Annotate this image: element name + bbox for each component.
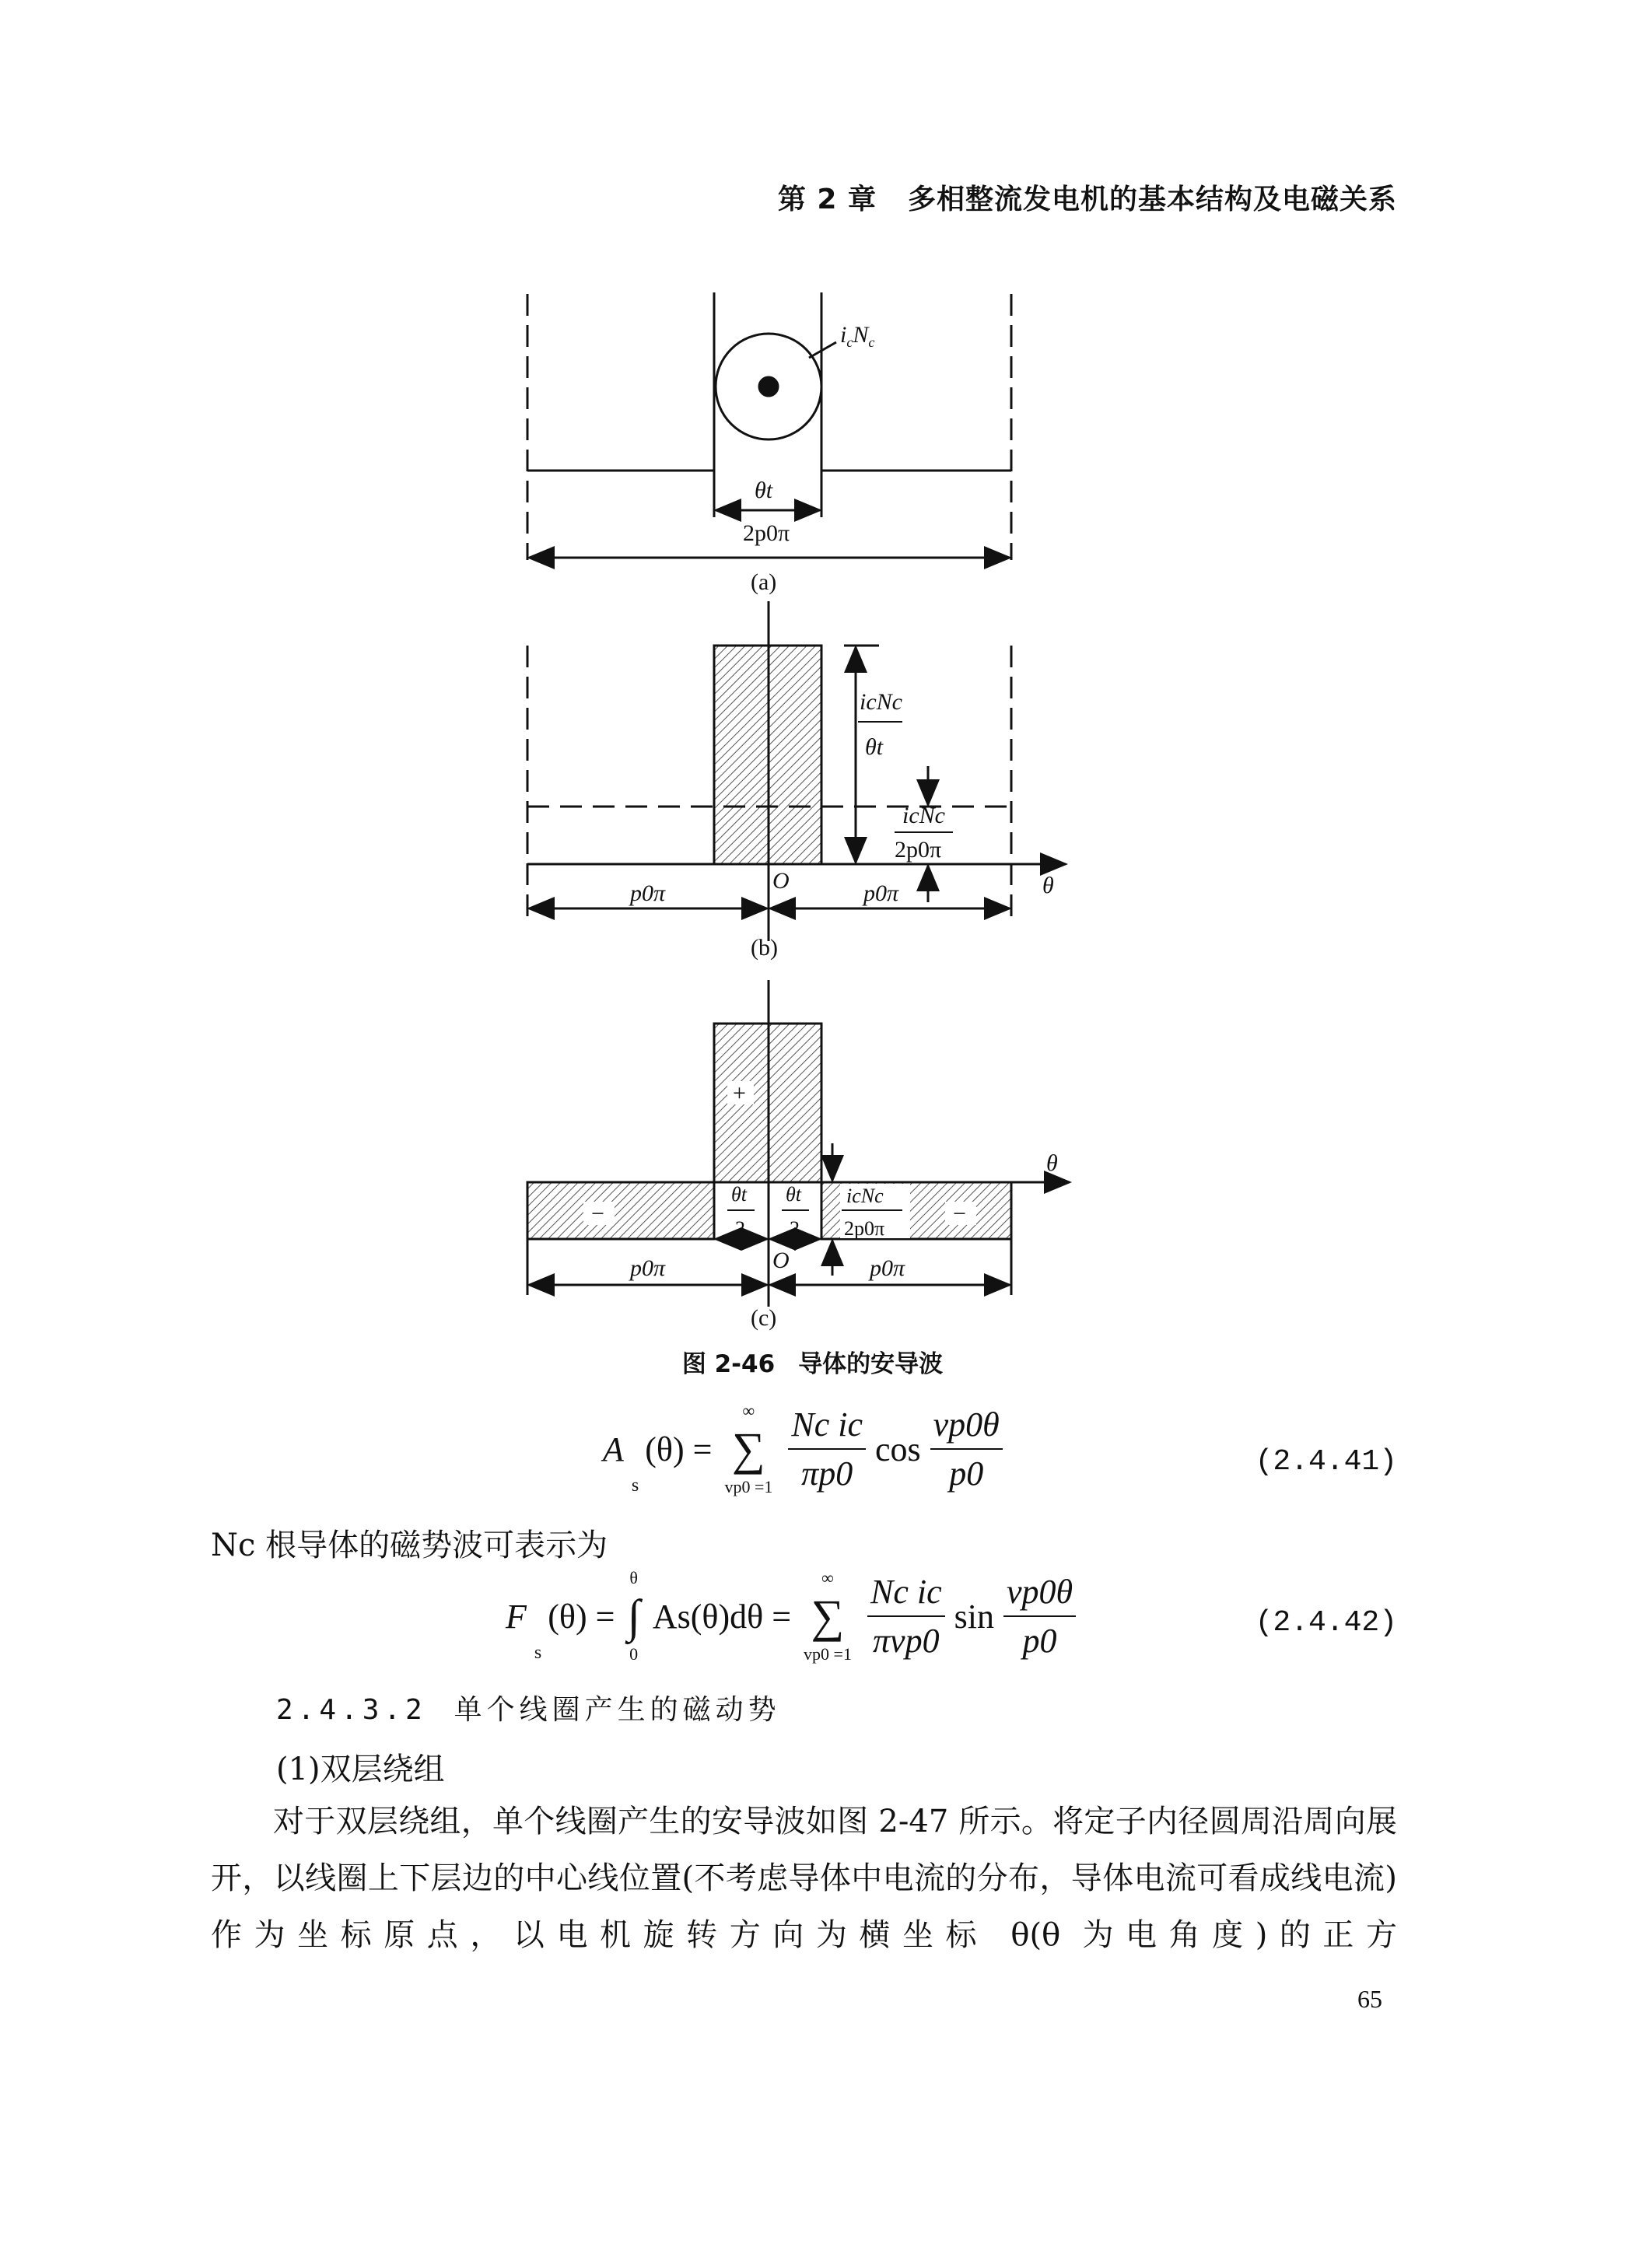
- caption-text: 导体的安导波: [798, 1350, 944, 1378]
- diagram-b: [527, 601, 1066, 941]
- current-dot: [759, 377, 778, 396]
- eq1-den: πp0: [801, 1454, 853, 1493]
- section-number: 2.4.3.2: [276, 1694, 427, 1726]
- eq2-lhs-sub: s: [534, 1643, 542, 1664]
- body-paragraph: 对于双层绕组，单个线圈产生的安导波如图 2-47 所示。将定子内径圆周沿周向展开，以线圈上下层边的中心线位置(不考虑导体中电流的分布，导体电流可看成线电流)作为坐标原点，以电机旋转方向为横坐标 θ(θ 为电角度)的正方: [211, 1804, 1397, 1953]
- level-denominator: 2p0π: [895, 837, 942, 863]
- half-theta-den-right: 2: [790, 1217, 800, 1240]
- eq1-num: Nc ic: [788, 1402, 866, 1450]
- equation-number-1: (2.4.41): [1255, 1445, 1397, 1479]
- eq2-integrand: As(θ)dθ =: [652, 1597, 792, 1636]
- right-span-label: p0π: [863, 880, 899, 906]
- minus-sign-right: −: [953, 1201, 966, 1227]
- left-span-label-c: p0π: [630, 1255, 666, 1281]
- eq1-den2: p0: [949, 1454, 984, 1493]
- plus-sign: +: [733, 1080, 746, 1106]
- half-theta-num-right: θt: [786, 1183, 801, 1206]
- height-denominator: θt: [865, 734, 884, 760]
- equation-number-2: (2.4.42): [1255, 1606, 1397, 1640]
- subfigure-label-c: (c): [751, 1305, 777, 1331]
- coil-label: $i_cN_c$: [840, 322, 875, 350]
- axis-label-c: θ: [1046, 1150, 1058, 1176]
- eq1-lhs-sub: s: [631, 1475, 639, 1496]
- left-span-label: p0π: [630, 880, 666, 906]
- half-theta-den-left: 2: [735, 1217, 745, 1240]
- level-numerator: icNc: [902, 803, 945, 828]
- eq2-den2: p0: [1022, 1622, 1057, 1661]
- eq1-fn: cos: [875, 1430, 921, 1468]
- section-title: 单个线圈产生的磁动势: [454, 1694, 781, 1726]
- eq2-sum-top: ∞: [821, 1568, 834, 1587]
- minus-sign-left: −: [591, 1201, 604, 1227]
- origin-label: O: [772, 868, 790, 894]
- height-numerator: icNc: [860, 689, 902, 715]
- section-heading: [276, 1688, 781, 1727]
- equation-2-4-41: [603, 1400, 1006, 1498]
- half-theta-num-left: θt: [731, 1183, 747, 1206]
- eq2-num2: vp0θ: [1003, 1570, 1076, 1617]
- origin-label-c: O: [772, 1248, 790, 1273]
- eq1-arg: (θ) =: [645, 1430, 713, 1468]
- eq2-num: Nc ic: [867, 1570, 945, 1617]
- eq1-sum-top: ∞: [742, 1401, 755, 1420]
- eq2-den: πvp0: [873, 1622, 940, 1661]
- right-span-label-c: p0π: [870, 1255, 905, 1281]
- eq1-num2: vp0θ: [930, 1402, 1003, 1450]
- level-denominator-c: 2p0π: [844, 1217, 885, 1240]
- eq2-fn: sin: [954, 1597, 994, 1636]
- chapter-title: 多相整流发电机的基本结构及电磁关系: [907, 184, 1397, 215]
- diagram-c: [527, 980, 1070, 1307]
- eq2-arg: (θ) =: [548, 1597, 615, 1636]
- intro-line: Nc 根导体的磁势波可表示为: [211, 1528, 608, 1563]
- level-numerator-c: icNc: [846, 1185, 884, 1207]
- figure-caption: [0, 1344, 1625, 1379]
- equation-2-4-42: F s (θ) = θ ∫ 0 As(θ)dθ = ∞ ∑ vp0 =1 $\frac{\text{Nc ic}}{\text{πvp0}}$ sin $\frac{vp0\theta}{p0}$: [506, 1567, 1079, 1665]
- eq2-sum-bottom: vp0 =1: [804, 1643, 852, 1664]
- axis-label: θ: [1042, 873, 1054, 898]
- eq1-lhs: A: [603, 1430, 624, 1468]
- page-number: 65: [1357, 1985, 1382, 2013]
- chapter-number: 第 2 章: [777, 184, 877, 215]
- eq2-int-bottom: 0: [629, 1643, 639, 1664]
- eq2-int-top: θ: [629, 1568, 638, 1587]
- span-label: 2p0π: [743, 520, 790, 546]
- subfigure-label-a: (a): [751, 569, 777, 595]
- eq2-lhs: F: [506, 1597, 527, 1636]
- eq1-sum: ∞ ∑ vp0 =1: [724, 1400, 772, 1498]
- eq1-sum-bottom: vp0 =1: [724, 1476, 773, 1496]
- subfigure-label-b: (b): [751, 935, 778, 961]
- theta-t-label: θt: [755, 478, 773, 503]
- subsection-heading: (1)双层绕组: [276, 1752, 445, 1787]
- caption-number: 图 2-46: [681, 1350, 776, 1378]
